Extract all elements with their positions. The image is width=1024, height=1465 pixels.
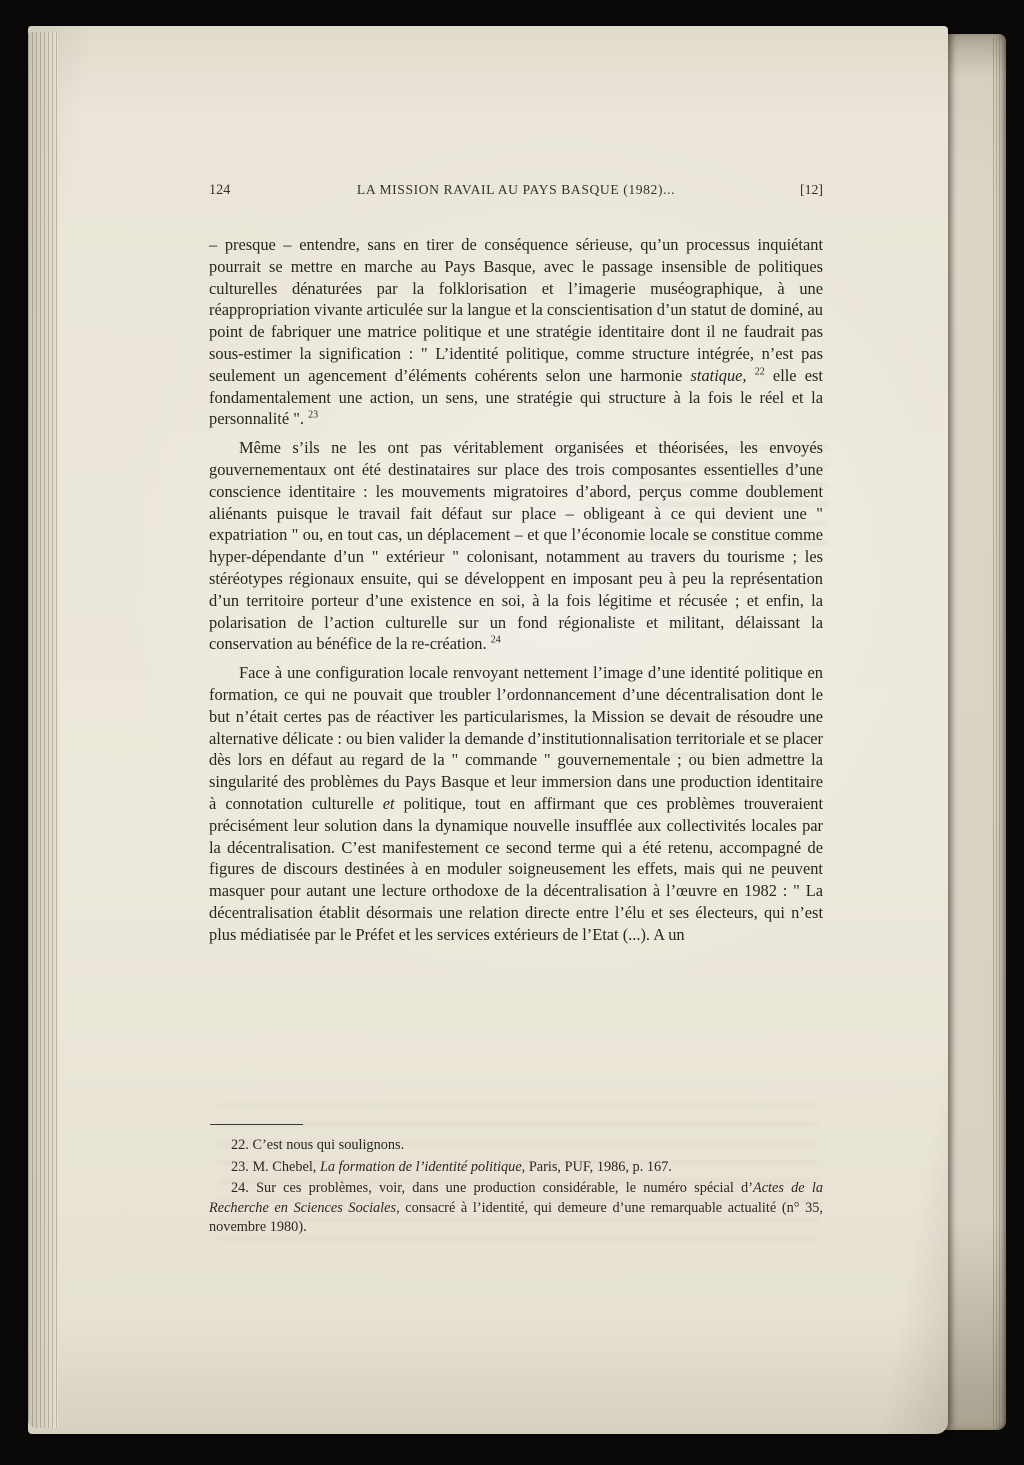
text-segment: 23. M. Chebel,: [231, 1158, 320, 1175]
footnote-rule: [210, 1124, 303, 1125]
text-segment: consacré à l’identité, qui demeure d’une remarquable actualité (n° 35, novembre 1980).: [209, 1199, 823, 1236]
body-paragraph: [209, 234, 823, 430]
stacked-sheet-edges: [28, 32, 58, 1428]
footnote: [209, 1158, 823, 1178]
body-paragraph: [209, 662, 823, 945]
text-segment: Même s’ils ne les ont pas véritablement organisées et théorisées, les envoyés gouvernementaux ont été destinataires sur place des trois composantes essentielles d’une conscience identitaire : les mouvements migratoires d’abord, perçus comme doublement aliénants puisque le travail fait défaut sur place – obligeant à ce qui devient une " expatriation " ou, en tout cas, un déplacement – et que l’économie locale se constitue comme hyper-dépendante d’un " extérieur " colonisant, notamment au travers du tourisme ; les stéréotypes régionaux ensuite, qui se développent en imposant peu à peu la représentation d’un territoire porteur d’une existence en soi, à la fois légitime et récusée ; et enfin, la polarisation de l’action culturelle sur un fond régionaliste et militant, délaissant la conservation au bénéfice de la re-création.: [209, 438, 823, 654]
text-segment: 24. Sur ces problèmes, voir, dans une production considérable, le numéro spécial d’: [231, 1180, 753, 1197]
running-head: [209, 182, 823, 202]
italic-text: La formation de l’identité politique,: [319, 1158, 526, 1175]
page-number: 124: [209, 182, 231, 198]
body-text: [209, 234, 823, 946]
footnote-marker: 24: [490, 634, 501, 646]
footnote-list: [209, 1136, 823, 1238]
text-segment: Paris, PUF, 1986, p. 167.: [525, 1158, 672, 1175]
column-number: [12]: [800, 182, 823, 197]
text-segment: politique, tout en affirmant que ces problèmes trouveraient précisément leur solution dans la dynamique nouvelle insufflée aux collectivités locales par la décentralisation. C’est manifestement ce second terme qui a été retenu, accompagné de figures de discours destinées à en moduler soigneusement les effets, mais qui ne peuvent masquer pour autant une lecture orthodoxe de la décentralisation à l’œuvre en 1982 : " La décentralisation établit désormais une relation directe entre l’élu et ses électeurs, qui n’est plus médiatisée par le Préfet et les services extérieurs de l’Etat (...). A un: [209, 793, 824, 944]
body-paragraph: [209, 437, 823, 655]
footnote-marker: 23: [308, 409, 319, 421]
footnotes: [209, 1124, 823, 1238]
text-segment: [747, 366, 755, 385]
text-segment: Face à une configuration locale renvoyant nettement l’image d’une identité politique en formation, ce qui ne pouvait que troubler l’ordonnancement d’une décentralisation dont le but n’était certes pas de réactiver les particularismes, la Mission se devait de résoudre une alternative délicate : ou bien valider la demande d’institutionnalisation territoriale et se placer dès lors en défaut au regard de la " commande " gouvernementale ; ou bien admettre la singularité des problèmes du Pays Basque et leur immersion dans une production identitaire à connotation culturelle: [209, 663, 823, 813]
italic-text: statique,: [690, 365, 747, 385]
footnote: [209, 1179, 823, 1238]
running-title: LA MISSION RAVAIL AU PAYS BASQUE (1982)...: [356, 182, 676, 197]
text-segment: 22. C’est nous qui soulignons.: [231, 1137, 405, 1153]
footnote: [209, 1136, 823, 1156]
text-segment: elle est fondamentalement une action, un sens, une stratégie qui structure à la fois le réel et la personnalité ".: [209, 365, 823, 429]
italic-text: et: [382, 793, 395, 813]
footnote-marker: 22: [754, 366, 765, 378]
italic-text: Actes de la Recherche en Sciences Sociales,: [209, 1180, 823, 1216]
book-page: [28, 26, 948, 1434]
text-segment: – presque – entendre, sans en tirer de conséquence sérieuse, qu’un processus inquiétant pourrait se mettre en marche au Pays Basque, avec le passage insensible de politiques culturelles dénaturées par la folklorisation et l’imagerie muséographique, à une réappropriation vivante articulée sur la langue et la conscientisation d’un statut de dominé, au point de fabriquer une matrice politique et une stratégie identitaire dont il ne faudrait pas sous-estimer la signification : " L’identité politique, comme structure intégrée, n’est pas seulement un agencement d’éléments cohérents selon une harmonie: [209, 235, 823, 385]
